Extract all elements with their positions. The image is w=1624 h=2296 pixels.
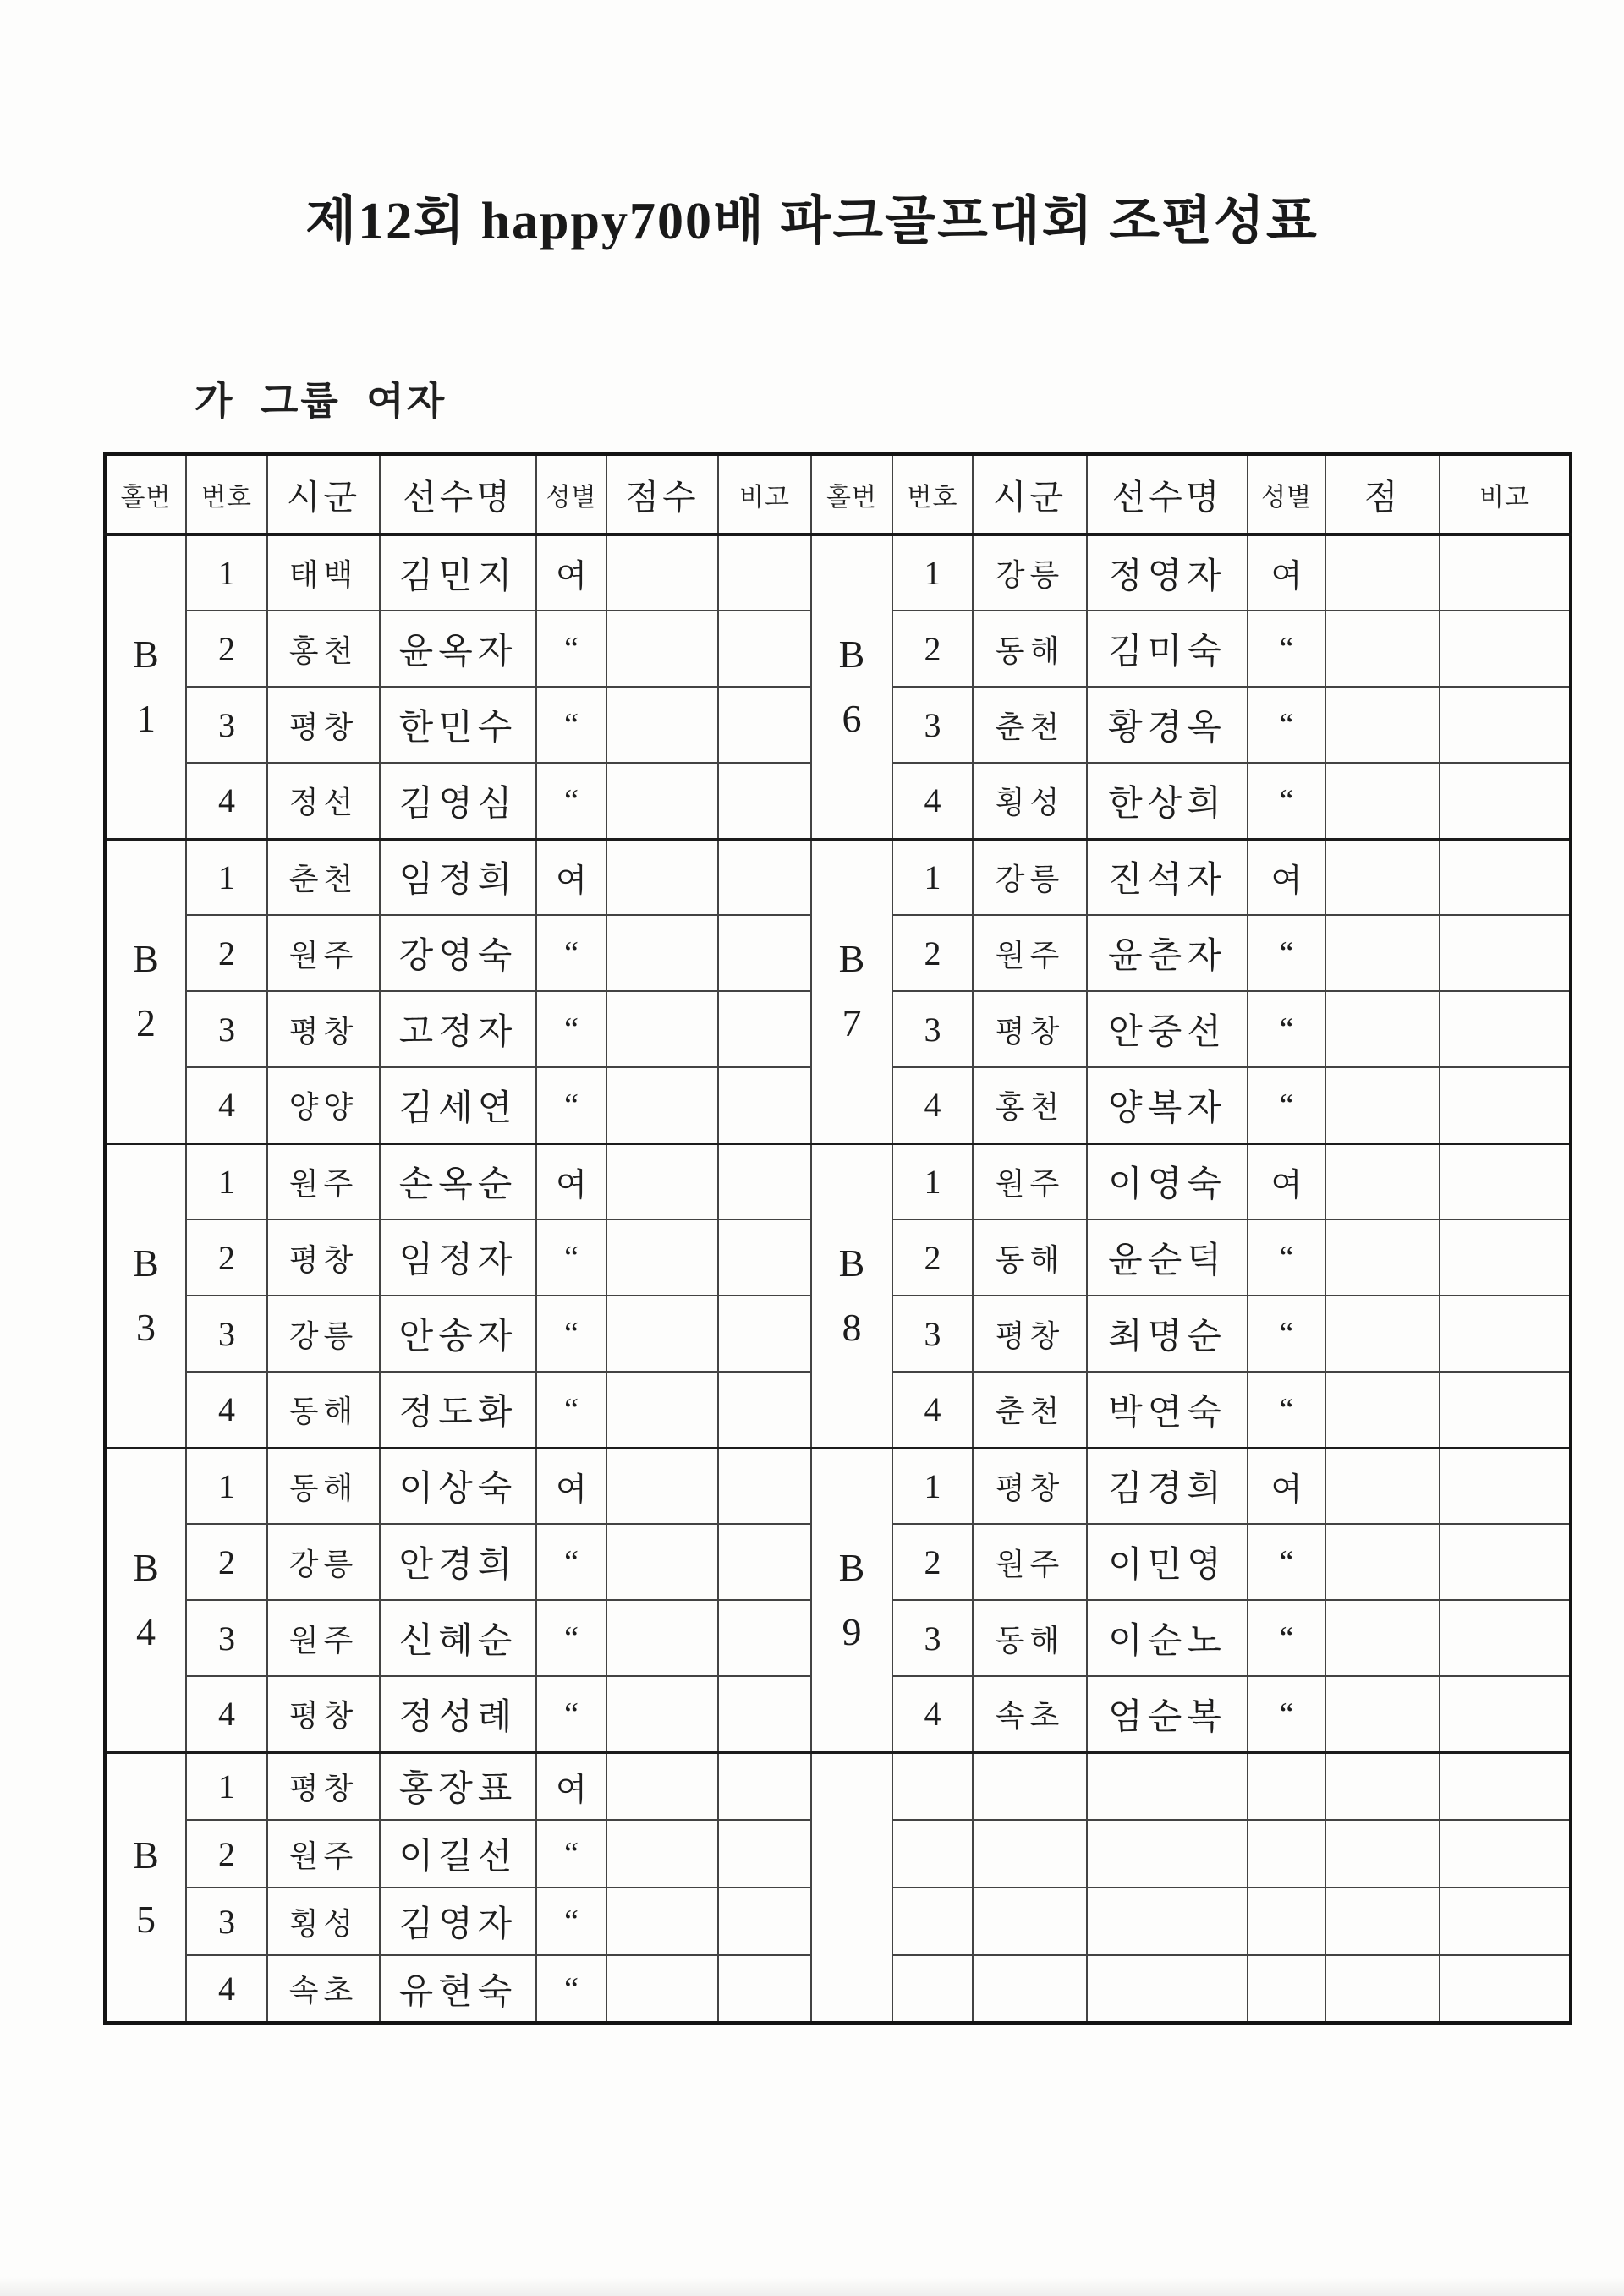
- score-cell: [1325, 1600, 1440, 1676]
- seq-cell: [892, 1888, 973, 1955]
- note-cell: [1440, 763, 1571, 839]
- city-cell: 원주: [973, 915, 1087, 991]
- hole-number: 2: [136, 1001, 156, 1044]
- header-right-no: 번호: [892, 454, 973, 534]
- note-cell: [1440, 1143, 1571, 1219]
- hole-number: 1: [136, 697, 156, 741]
- player-name-cell: 박연숙: [1087, 1372, 1248, 1448]
- seq-cell: 3: [186, 1888, 267, 1955]
- note-cell: [1440, 1296, 1571, 1372]
- gender-cell: “: [1248, 915, 1325, 991]
- hole-letter: B: [133, 633, 159, 677]
- score-cell: [1325, 1524, 1440, 1600]
- city-cell: 동해: [973, 611, 1087, 687]
- gender-cell: “: [536, 611, 606, 687]
- hole-letter: B: [133, 1241, 159, 1285]
- player-name-cell: 임정자: [380, 1219, 536, 1296]
- player-name-cell: [1087, 1888, 1248, 1955]
- hole-group-cell: [105, 839, 186, 1143]
- note-cell: [718, 991, 811, 1067]
- city-cell: 평창: [267, 1219, 380, 1296]
- city-cell: 강릉: [973, 839, 1087, 915]
- seq-cell: 4: [186, 763, 267, 839]
- gender-cell: 여: [536, 534, 606, 611]
- player-name-cell: 한상희: [1087, 763, 1248, 839]
- player-name-cell: 안중선: [1087, 991, 1248, 1067]
- hole-group-cell: [811, 534, 892, 839]
- seq-cell: 4: [186, 1676, 267, 1752]
- gender-cell: [1248, 1820, 1325, 1888]
- player-name-cell: 홍장표: [380, 1752, 536, 1820]
- player-name-cell: 안경희: [380, 1524, 536, 1600]
- seq-cell: 3: [892, 991, 973, 1067]
- note-cell: [1440, 1888, 1571, 1955]
- seq-cell: 3: [186, 687, 267, 763]
- seq-cell: [892, 1820, 973, 1888]
- player-name-cell: 이순노: [1087, 1600, 1248, 1676]
- player-name-cell: 강영숙: [380, 915, 536, 991]
- header-left-gender: 성별: [536, 454, 606, 534]
- player-name-cell: 김영심: [380, 763, 536, 839]
- score-cell: [1325, 611, 1440, 687]
- hole-letter: B: [838, 1546, 865, 1589]
- note-cell: [1440, 1524, 1571, 1600]
- hole-letter: B: [838, 1241, 865, 1285]
- note-cell: [1440, 991, 1571, 1067]
- gender-cell: “: [1248, 1219, 1325, 1296]
- gender-cell: “: [536, 991, 606, 1067]
- hole-number: 8: [842, 1306, 862, 1349]
- seq-cell: 4: [892, 1372, 973, 1448]
- score-cell: [1325, 1955, 1440, 2023]
- player-name-cell: 양복자: [1087, 1067, 1248, 1143]
- score-cell: [1325, 839, 1440, 915]
- city-cell: 강릉: [267, 1524, 380, 1600]
- city-cell: 춘천: [973, 687, 1087, 763]
- city-cell: 평창: [973, 1448, 1087, 1524]
- seq-cell: 3: [892, 1296, 973, 1372]
- city-cell: 춘천: [973, 1372, 1087, 1448]
- gender-cell: “: [536, 1296, 606, 1372]
- gender-cell: “: [536, 687, 606, 763]
- gender-cell: “: [536, 763, 606, 839]
- seq-cell: 4: [186, 1372, 267, 1448]
- player-name-cell: 윤춘자: [1087, 915, 1248, 991]
- score-cell: [606, 991, 718, 1067]
- gender-cell: “: [536, 915, 606, 991]
- seq-cell: 1: [186, 1143, 267, 1219]
- hole-letter: B: [133, 937, 159, 980]
- header-right-name: 선수명: [1087, 454, 1248, 534]
- gender-cell: “: [1248, 687, 1325, 763]
- city-cell: [973, 1752, 1087, 1820]
- score-cell: [606, 763, 718, 839]
- player-name-cell: 안송자: [380, 1296, 536, 1372]
- score-cell: [606, 687, 718, 763]
- header-right-hole: 홀번: [811, 454, 892, 534]
- city-cell: 양양: [267, 1067, 380, 1143]
- group-label: 가 그룹 여자: [195, 380, 447, 423]
- score-cell: [606, 1296, 718, 1372]
- score-cell: [1325, 1676, 1440, 1752]
- note-cell: [1440, 1448, 1571, 1524]
- player-name-cell: 임정희: [380, 839, 536, 915]
- score-cell: [606, 1752, 718, 1820]
- hole-group-cell: [811, 1752, 892, 2023]
- hole-number: 4: [136, 1610, 156, 1653]
- seq-cell: 3: [892, 1600, 973, 1676]
- score-cell: [1325, 763, 1440, 839]
- note-cell: [1440, 1752, 1571, 1820]
- header-right-city: 시군: [973, 454, 1087, 534]
- hole-letter: B: [133, 1546, 159, 1589]
- gender-cell: “: [1248, 1067, 1325, 1143]
- header-left-hole: 홀번: [105, 454, 186, 534]
- hole-group-cell: [105, 1752, 186, 2023]
- score-cell: [1325, 534, 1440, 611]
- city-cell: 평창: [267, 1676, 380, 1752]
- score-cell: [606, 534, 718, 611]
- note-cell: [1440, 687, 1571, 763]
- header-right-gender: 성별: [1248, 454, 1325, 534]
- note-cell: [1440, 1955, 1571, 2023]
- hole-group-cell: [811, 1143, 892, 1448]
- seq-cell: 1: [892, 839, 973, 915]
- hole-number: 6: [842, 697, 862, 741]
- city-cell: 속초: [973, 1676, 1087, 1752]
- page-title: 제12회 happy700배 파크골프대회 조편성표: [305, 193, 1319, 250]
- score-cell: [606, 915, 718, 991]
- hole-number: 5: [136, 1897, 156, 1941]
- score-cell: [606, 1524, 718, 1600]
- seq-cell: 3: [186, 1600, 267, 1676]
- score-cell: [1325, 1143, 1440, 1219]
- city-cell: 동해: [973, 1600, 1087, 1676]
- city-cell: 동해: [267, 1448, 380, 1524]
- header-left-city: 시군: [267, 454, 380, 534]
- note-cell: [1440, 1219, 1571, 1296]
- score-cell: [606, 1955, 718, 2023]
- note-cell: [718, 1372, 811, 1448]
- gender-cell: [1248, 1955, 1325, 2023]
- player-name-cell: 윤옥자: [380, 611, 536, 687]
- player-name-cell: 엄순복: [1087, 1676, 1248, 1752]
- player-name-cell: [1087, 1955, 1248, 2023]
- seq-cell: 2: [186, 1219, 267, 1296]
- note-cell: [718, 1067, 811, 1143]
- player-name-cell: 이민영: [1087, 1524, 1248, 1600]
- score-cell: [606, 1888, 718, 1955]
- gender-cell: 여: [1248, 1143, 1325, 1219]
- city-cell: [973, 1955, 1087, 2023]
- gender-cell: 여: [1248, 1448, 1325, 1524]
- note-cell: [718, 1296, 811, 1372]
- note-cell: [718, 1676, 811, 1752]
- player-name-cell: 한민수: [380, 687, 536, 763]
- note-cell: [718, 1600, 811, 1676]
- score-cell: [1325, 1752, 1440, 1820]
- note-cell: [718, 611, 811, 687]
- city-cell: 원주: [973, 1143, 1087, 1219]
- player-name-cell: 고정자: [380, 991, 536, 1067]
- seq-cell: 1: [892, 534, 973, 611]
- note-cell: [718, 1888, 811, 1955]
- player-name-cell: 진석자: [1087, 839, 1248, 915]
- gender-cell: [1248, 1752, 1325, 1820]
- hole-group-cell: [811, 1448, 892, 1752]
- player-name-cell: 김경희: [1087, 1448, 1248, 1524]
- player-name-cell: 김미숙: [1087, 611, 1248, 687]
- hole-group-cell: [105, 1448, 186, 1752]
- header-left-no: 번호: [186, 454, 267, 534]
- score-cell: [606, 1143, 718, 1219]
- score-cell: [1325, 915, 1440, 991]
- player-name-cell: 김세연: [380, 1067, 536, 1143]
- gender-cell: “: [536, 1219, 606, 1296]
- city-cell: [973, 1820, 1087, 1888]
- city-cell: 원주: [267, 1143, 380, 1219]
- hole-letter: B: [838, 937, 865, 980]
- note-cell: [1440, 611, 1571, 687]
- note-cell: [1440, 915, 1571, 991]
- score-cell: [1325, 1448, 1440, 1524]
- score-cell: [1325, 1219, 1440, 1296]
- city-cell: 횡성: [973, 763, 1087, 839]
- city-cell: 태백: [267, 534, 380, 611]
- gender-cell: “: [1248, 1600, 1325, 1676]
- note-cell: [718, 1524, 811, 1600]
- note-cell: [718, 687, 811, 763]
- seq-cell: 1: [186, 1752, 267, 1820]
- score-cell: [1325, 687, 1440, 763]
- note-cell: [718, 1143, 811, 1219]
- score-cell: [606, 611, 718, 687]
- seq-cell: 3: [186, 1296, 267, 1372]
- score-cell: [606, 1448, 718, 1524]
- player-name-cell: 김영자: [380, 1888, 536, 1955]
- seq-cell: 2: [186, 1524, 267, 1600]
- gender-cell: “: [1248, 991, 1325, 1067]
- gender-cell: 여: [536, 839, 606, 915]
- player-name-cell: 최명순: [1087, 1296, 1248, 1372]
- seq-cell: 3: [892, 687, 973, 763]
- score-cell: [1325, 1888, 1440, 1955]
- city-cell: 원주: [267, 1600, 380, 1676]
- roster-table: [103, 452, 1572, 2025]
- header-left-note: 비고: [718, 454, 811, 534]
- player-name-cell: 윤순덕: [1087, 1219, 1248, 1296]
- city-cell: 강릉: [267, 1296, 380, 1372]
- seq-cell: 4: [186, 1955, 267, 2023]
- player-name-cell: 유현숙: [380, 1955, 536, 2023]
- gender-cell: “: [1248, 1372, 1325, 1448]
- gender-cell: “: [536, 1372, 606, 1448]
- score-cell: [606, 1067, 718, 1143]
- player-name-cell: 손옥순: [380, 1143, 536, 1219]
- note-cell: [718, 1955, 811, 2023]
- player-name-cell: [1087, 1752, 1248, 1820]
- note-cell: [1440, 1067, 1571, 1143]
- hole-letter: B: [838, 633, 865, 677]
- gender-cell: “: [1248, 1676, 1325, 1752]
- seq-cell: 2: [892, 1219, 973, 1296]
- player-name-cell: 정도화: [380, 1372, 536, 1448]
- note-cell: [1440, 1600, 1571, 1676]
- gender-cell: “: [536, 1067, 606, 1143]
- seq-cell: [892, 1752, 973, 1820]
- header-left-name: 선수명: [380, 454, 536, 534]
- player-name-cell: 정영자: [1087, 534, 1248, 611]
- city-cell: 횡성: [267, 1888, 380, 1955]
- gender-cell: “: [1248, 1296, 1325, 1372]
- hole-group-cell: [811, 839, 892, 1143]
- score-cell: [606, 839, 718, 915]
- score-cell: [1325, 1296, 1440, 1372]
- city-cell: [973, 1888, 1087, 1955]
- note-cell: [1440, 839, 1571, 915]
- note-cell: [1440, 534, 1571, 611]
- score-cell: [1325, 991, 1440, 1067]
- gender-cell: “: [1248, 611, 1325, 687]
- score-cell: [606, 1600, 718, 1676]
- gender-cell: “: [536, 1955, 606, 2023]
- hole-letter: B: [133, 1833, 159, 1877]
- player-name-cell: 이상숙: [380, 1448, 536, 1524]
- seq-cell: 2: [186, 1820, 267, 1888]
- city-cell: 원주: [973, 1524, 1087, 1600]
- note-cell: [718, 915, 811, 991]
- score-cell: [606, 1372, 718, 1448]
- note-cell: [718, 839, 811, 915]
- gender-cell: 여: [1248, 839, 1325, 915]
- note-cell: [1440, 1820, 1571, 1888]
- score-cell: [1325, 1372, 1440, 1448]
- note-cell: [718, 1448, 811, 1524]
- player-name-cell: 김민지: [380, 534, 536, 611]
- seq-cell: 1: [186, 839, 267, 915]
- city-cell: 속초: [267, 1955, 380, 2023]
- city-cell: 동해: [267, 1372, 380, 1448]
- score-cell: [606, 1219, 718, 1296]
- hole-number: 3: [136, 1306, 156, 1349]
- score-cell: [606, 1676, 718, 1752]
- city-cell: 평창: [267, 687, 380, 763]
- note-cell: [718, 1820, 811, 1888]
- seq-cell: 4: [892, 1676, 973, 1752]
- hole-number: 7: [842, 1001, 862, 1044]
- seq-cell: 2: [186, 611, 267, 687]
- player-name-cell: [1087, 1820, 1248, 1888]
- player-name-cell: 이영숙: [1087, 1143, 1248, 1219]
- gender-cell: 여: [536, 1143, 606, 1219]
- hole-group-cell: [105, 534, 186, 839]
- city-cell: 평창: [973, 1296, 1087, 1372]
- note-cell: [1440, 1372, 1571, 1448]
- city-cell: 동해: [973, 1219, 1087, 1296]
- note-cell: [718, 763, 811, 839]
- gender-cell: “: [536, 1524, 606, 1600]
- gender-cell: [1248, 1888, 1325, 1955]
- seq-cell: 2: [892, 915, 973, 991]
- seq-cell: 4: [892, 1067, 973, 1143]
- gender-cell: “: [1248, 763, 1325, 839]
- hole-group-cell: [105, 1143, 186, 1448]
- gender-cell: “: [1248, 1524, 1325, 1600]
- city-cell: 평창: [267, 1752, 380, 1820]
- city-cell: 정선: [267, 763, 380, 839]
- seq-cell: 1: [186, 534, 267, 611]
- score-cell: [606, 1820, 718, 1888]
- score-cell: [1325, 1067, 1440, 1143]
- city-cell: 원주: [267, 1820, 380, 1888]
- note-cell: [718, 534, 811, 611]
- player-name-cell: 이길선: [380, 1820, 536, 1888]
- city-cell: 평창: [267, 991, 380, 1067]
- player-name-cell: 정성례: [380, 1676, 536, 1752]
- seq-cell: 2: [892, 1524, 973, 1600]
- gender-cell: 여: [1248, 534, 1325, 611]
- header-left-score: 점수: [606, 454, 718, 534]
- seq-cell: 4: [892, 763, 973, 839]
- seq-cell: [892, 1955, 973, 2023]
- player-name-cell: 신혜순: [380, 1600, 536, 1676]
- city-cell: 원주: [267, 915, 380, 991]
- gender-cell: “: [536, 1888, 606, 1955]
- player-name-cell: 황경옥: [1087, 687, 1248, 763]
- city-cell: 홍천: [973, 1067, 1087, 1143]
- header-right-score: 점: [1325, 454, 1440, 534]
- note-cell: [718, 1752, 811, 1820]
- seq-cell: 2: [186, 915, 267, 991]
- score-cell: [1325, 1820, 1440, 1888]
- city-cell: 홍천: [267, 611, 380, 687]
- seq-cell: 4: [186, 1067, 267, 1143]
- gender-cell: “: [536, 1676, 606, 1752]
- city-cell: 강릉: [973, 534, 1087, 611]
- seq-cell: 1: [892, 1448, 973, 1524]
- seq-cell: 1: [892, 1143, 973, 1219]
- note-cell: [718, 1219, 811, 1296]
- seq-cell: 3: [186, 991, 267, 1067]
- city-cell: 평창: [973, 991, 1087, 1067]
- note-cell: [1440, 1676, 1571, 1752]
- scan-edge-shadow: [0, 2277, 1624, 2296]
- gender-cell: “: [536, 1600, 606, 1676]
- header-right-note: 비고: [1440, 454, 1571, 534]
- hole-number: 9: [842, 1610, 862, 1653]
- gender-cell: “: [536, 1820, 606, 1888]
- gender-cell: 여: [536, 1448, 606, 1524]
- city-cell: 춘천: [267, 839, 380, 915]
- gender-cell: 여: [536, 1752, 606, 1820]
- seq-cell: 1: [186, 1448, 267, 1524]
- seq-cell: 2: [892, 611, 973, 687]
